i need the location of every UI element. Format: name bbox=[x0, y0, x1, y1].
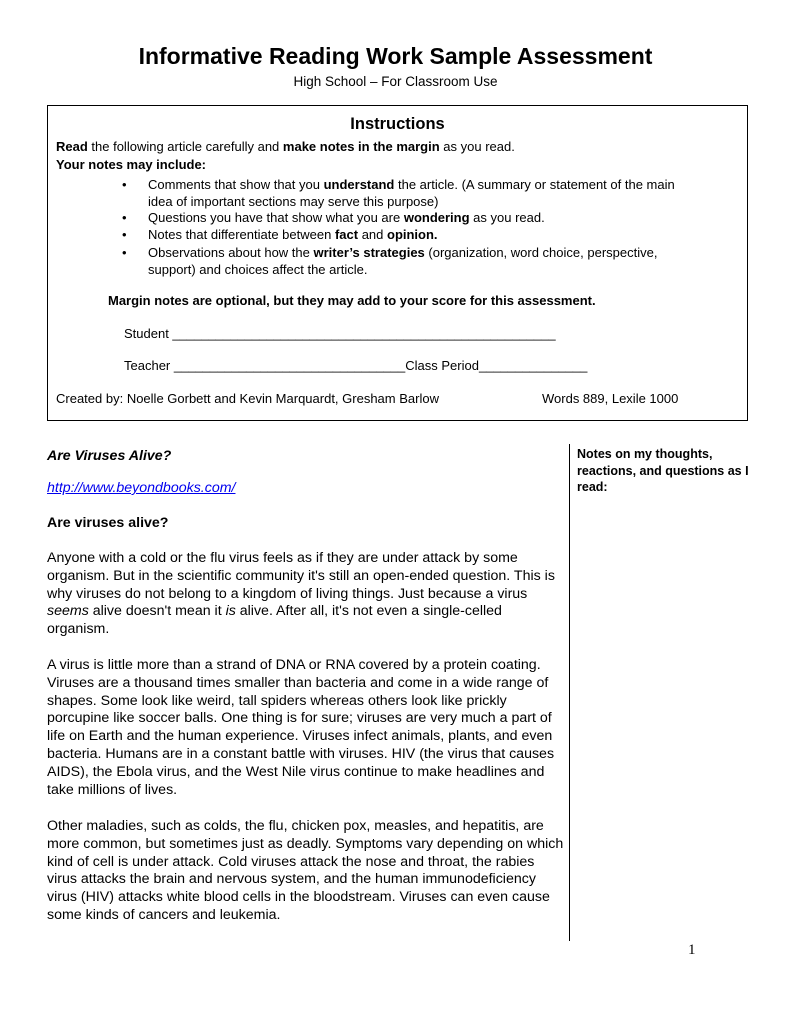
article-title: Are Viruses Alive? bbox=[47, 448, 172, 464]
instructions-box bbox=[47, 105, 748, 421]
read-word: Read bbox=[56, 139, 88, 154]
created-by: Created by: Noelle Gorbett and Kevin Marquardt, Gresham Barlow bbox=[56, 391, 439, 406]
bullet-text: Questions you have that show what you are bbox=[148, 210, 404, 225]
bullet-text: (organization, word choice, perspective, bbox=[424, 245, 658, 260]
bullet-icon: • bbox=[122, 227, 127, 242]
paragraph-text: Anyone with a cold or the flu virus feels as if they are under attack by some organism. But in the scientific community it's still an open-ended question. This is why viruses do not belong to a kingdom of living things. Just because a virus bbox=[47, 550, 555, 602]
student-field[interactable]: Student _____________________________________________________ bbox=[124, 326, 556, 341]
bullet-text: as you read. bbox=[469, 210, 545, 225]
read-instruction bbox=[56, 139, 515, 154]
read-text-1: the following article carefully and bbox=[87, 139, 283, 154]
teacher-class-line bbox=[124, 358, 587, 373]
article-paragraph-2: A virus is little more than a strand of DNA or RNA covered by a protein coating. Viruses are a thousand times smaller than bacteria and come in a wide range of shapes. Some look like weird, tall spiders whereas others look like prickly porcupine like soccer balls. One thing is for sure; viruses are very much a part of life on Earth and the human experience. Viruses infect animals, plants, and even bacteria. Humans are in a constant battle with viruses. HIV (the virus that causes AIDS), the Ebola virus, and the West Nile virus continue to make headlines and take millions of lives. bbox=[47, 657, 555, 798]
bullet-bold: understand bbox=[323, 177, 395, 192]
margin-notes-optional: Margin notes are optional, but they may add to your score for this assessment. bbox=[108, 293, 596, 308]
bullet-text: Observations about how the bbox=[148, 245, 314, 260]
bullet-icon: • bbox=[122, 177, 127, 192]
bullet-bold: fact bbox=[334, 227, 359, 242]
teacher-field[interactable]: ________________________________ bbox=[173, 358, 406, 373]
bullet-bold: writer’s strategies bbox=[313, 245, 425, 260]
bullet-text: the article. (A summary or statement of the main bbox=[394, 177, 675, 192]
paragraph-text: alive doesn't mean it bbox=[88, 603, 226, 620]
article-paragraph-1 bbox=[47, 550, 565, 639]
class-period-label: Class Period bbox=[405, 358, 479, 373]
paragraph-emphasis: is bbox=[225, 603, 236, 620]
bullet-writers-strategies bbox=[122, 245, 738, 278]
article-paragraph-3: Other maladies, such as colds, the flu, chicken pox, measles, and hepatitis, are more common, but sometimes just as deadly. Symptoms vary depending on which kind of cell is under attack. Cold viruses attack the nose and throat, the rabies virus attacks the brain and nervous system, and the human immunodeficiency virus (HIV) attacks white blood cells in the bloodstream. Viruses can even cause some kinds of cancers and leukemia. bbox=[47, 818, 564, 923]
bullet-text: Comments that show that you bbox=[148, 177, 324, 192]
word-count: Words 889, Lexile 1000 bbox=[542, 391, 679, 406]
bullet-understand bbox=[122, 177, 738, 210]
bullet-icon: • bbox=[122, 210, 127, 225]
class-period-field[interactable]: _______________ bbox=[478, 358, 588, 373]
document-title: Informative Reading Work Sample Assessment bbox=[138, 43, 653, 69]
paragraph-text: alive. After all, it's not even a single-celled organism. bbox=[47, 603, 502, 638]
make-notes-phrase: make notes in the margin bbox=[282, 139, 440, 154]
page-number: 1 bbox=[688, 942, 696, 958]
instructions-heading: Instructions bbox=[350, 115, 445, 133]
bullet-bold: wondering bbox=[403, 210, 470, 225]
bullet-text: support) and choices affect the article. bbox=[148, 261, 368, 277]
paragraph-emphasis: seems bbox=[47, 603, 89, 620]
bullet-wondering bbox=[122, 210, 738, 227]
margin-divider bbox=[569, 444, 570, 941]
bullet-text: and bbox=[358, 227, 387, 242]
teacher-label: Teacher bbox=[124, 358, 174, 373]
article-heading: Are viruses alive? bbox=[47, 515, 169, 531]
article-link-line bbox=[47, 480, 565, 498]
bullet-text: Notes that differentiate between bbox=[148, 227, 335, 242]
read-text-2: as you read. bbox=[439, 139, 515, 154]
margin-notes-label: Notes on my thoughts, reactions, and questions as I read: bbox=[577, 447, 749, 494]
document-subtitle: High School – For Classroom Use bbox=[293, 74, 498, 89]
bullet-bold: opinion. bbox=[387, 227, 438, 242]
bullet-fact-opinion bbox=[122, 227, 738, 244]
bullet-text: idea of important sections may serve this purpose) bbox=[148, 193, 439, 209]
bullet-icon: • bbox=[122, 245, 127, 260]
notes-intro: Your notes may include: bbox=[56, 157, 207, 172]
article-source-link[interactable]: http://www.beyondbooks.com/ bbox=[47, 480, 236, 496]
